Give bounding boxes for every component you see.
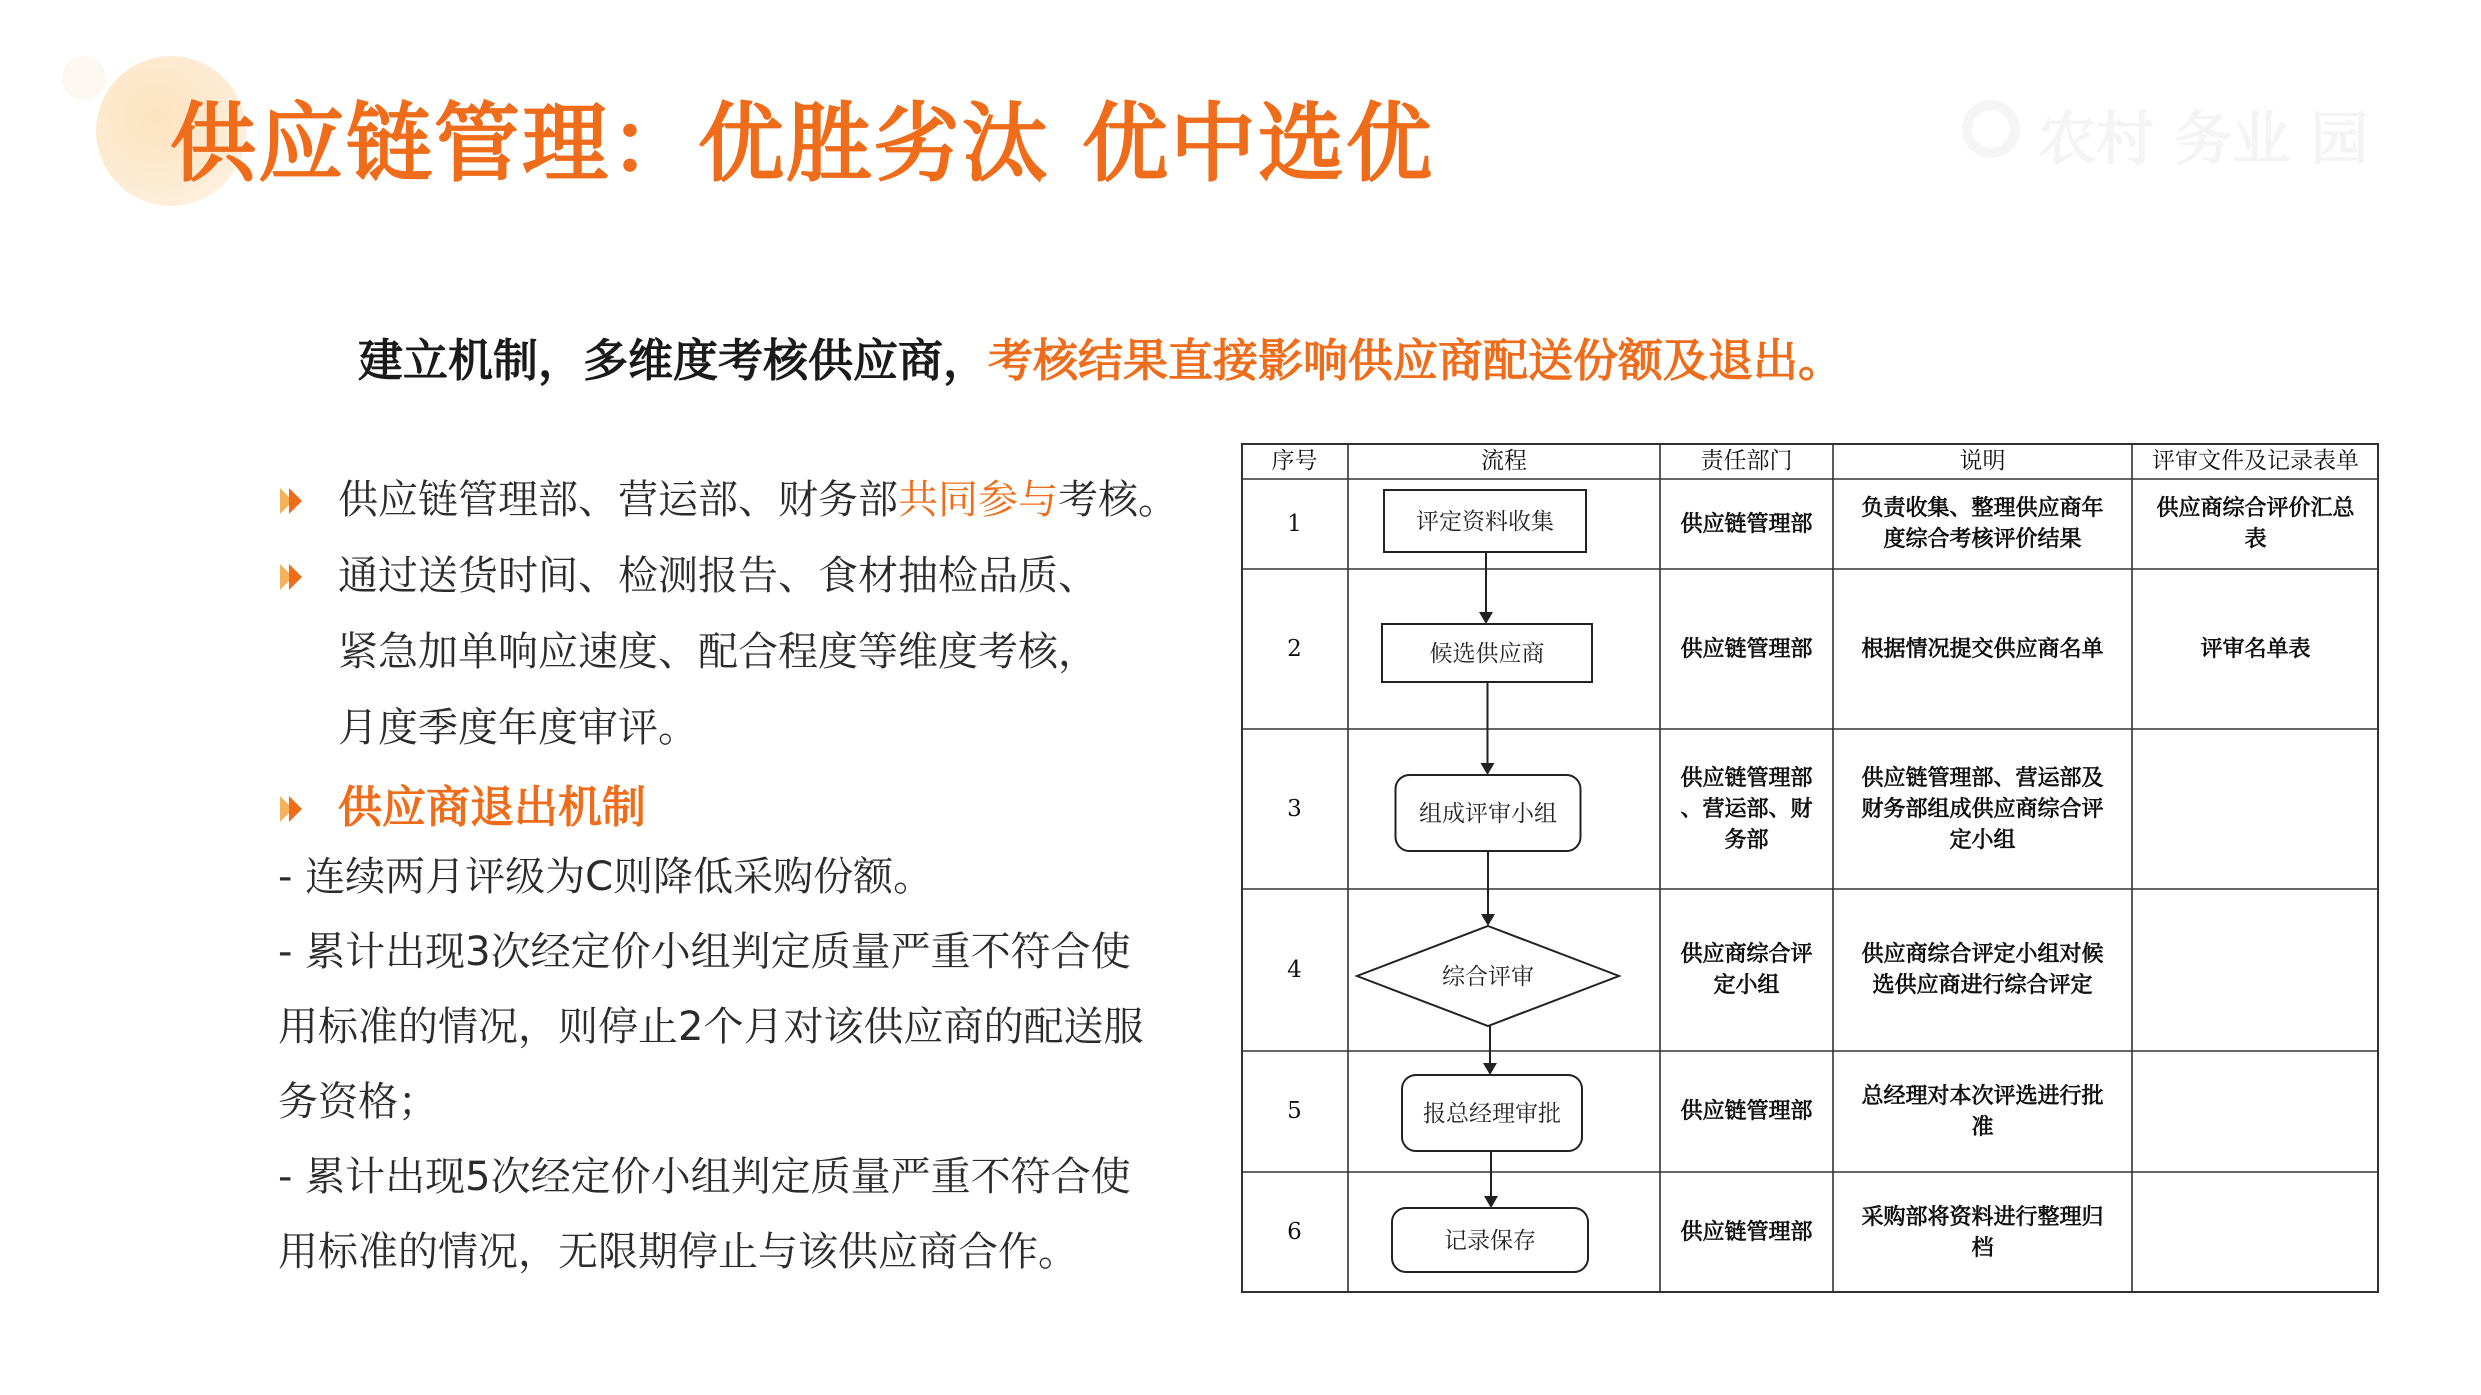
row-number: 3 xyxy=(1287,795,1302,822)
decorative-circle-small xyxy=(62,56,106,100)
step-description: 供应链管理部、营运部及 财务部组成供应商综合评 定小组 xyxy=(1861,764,2104,853)
flow-step-label: 候选供应商 xyxy=(1429,641,1545,667)
flow-step-label: 组成评审小组 xyxy=(1419,801,1557,827)
flow-arrow-head xyxy=(1481,914,1495,926)
watermark xyxy=(1962,92,2392,173)
responsible-dept: 供应链管理部 xyxy=(1680,1098,1813,1124)
process-flow-table xyxy=(1241,443,2379,1293)
bullet-highlight: 共同参与 xyxy=(898,477,1058,523)
flow-step-label: 评定资料收集 xyxy=(1416,509,1554,535)
flow-arrow-head xyxy=(1481,763,1495,775)
step-description: 采购部将资料进行整理归 档 xyxy=(1861,1203,2104,1261)
table-header-cell: 序号 xyxy=(1271,447,1318,474)
exit-rule-line: - 累计出现3次经定价小组判定质量严重不符合使 xyxy=(278,929,1131,975)
bullet-text: 供应链管理部、营运部、财务部 xyxy=(338,477,898,523)
table-header-cell: 流程 xyxy=(1481,447,1527,474)
exit-heading: 供应商退出机制 xyxy=(338,782,646,833)
exit-rule-line: 用标准的情况，无限期停止与该供应商合作。 xyxy=(278,1229,1078,1275)
responsible-dept: 供应链管理部 xyxy=(1680,635,1813,662)
step-description: 总经理对本次评选进行批 准 xyxy=(1861,1082,2104,1140)
responsible-dept: 供应商综合评 定小组 xyxy=(1680,941,1813,998)
row-number: 5 xyxy=(1287,1098,1302,1124)
double-chevron-icon xyxy=(280,564,306,590)
bullet-list xyxy=(280,462,1200,847)
bullet-line: 通过送货时间、检测报告、食材抽检品质、 xyxy=(338,553,1098,599)
bullet-line: 月度季度年度审评。 xyxy=(338,705,698,751)
watermark-text: 农村 务业 园 xyxy=(2038,105,2369,173)
table-header-cell: 说明 xyxy=(1959,447,2006,474)
exit-rule-line: 务资格； xyxy=(278,1079,438,1125)
exit-rule-line: 用标准的情况，则停止2个月对该供应商的配送服 xyxy=(278,1004,1144,1050)
exit-rule-line: - 累计出现5次经定价小组判定质量严重不符合使 xyxy=(278,1154,1131,1200)
row-number: 1 xyxy=(1287,510,1302,537)
exit-rules xyxy=(278,840,1208,1290)
step-description: 负责收集、整理供应商年 度综合考核评价结果 xyxy=(1861,495,2104,552)
bullet-line: 紧急加单响应速度、配合程度等维度考核， xyxy=(338,629,1098,675)
watermark-logo-icon xyxy=(1962,100,2020,158)
flow-arrow-head xyxy=(1483,1063,1497,1075)
record-form: 评审名单表 xyxy=(2200,635,2311,662)
record-form: 供应商综合评价汇总 表 xyxy=(2156,495,2355,552)
bullet-item xyxy=(280,462,1200,538)
double-chevron-icon xyxy=(280,796,306,822)
flow-arrow-head xyxy=(1484,1196,1498,1208)
exit-rule-line: - 连续两月评级为C则降低采购份额。 xyxy=(278,854,934,900)
subtitle xyxy=(358,324,1843,389)
step-description: 供应商综合评定小组对候 选供应商进行综合评定 xyxy=(1861,941,2104,998)
subtitle-part1: 建立机制，多维度考核供应商， xyxy=(358,334,989,387)
table-header-cell: 责任部门 xyxy=(1700,447,1793,474)
responsible-dept: 供应链管理部 xyxy=(1680,510,1813,537)
row-number: 4 xyxy=(1287,956,1302,983)
flow-step-label: 记录保存 xyxy=(1444,1228,1536,1254)
responsible-dept: 供应链管理部 、营运部、财 务部 xyxy=(1680,764,1813,853)
bullet-item xyxy=(280,538,1200,766)
double-chevron-icon xyxy=(280,488,306,514)
flow-arrow-head xyxy=(1479,612,1493,624)
flow-step-label: 综合评审 xyxy=(1442,964,1534,990)
subtitle-highlight: 考核结果直接影响供应商配送份额及退出。 xyxy=(988,334,1844,387)
flow-step-label: 报总经理审批 xyxy=(1423,1101,1561,1127)
step-description: 根据情况提交供应商名单 xyxy=(1861,635,2104,662)
row-number: 6 xyxy=(1287,1219,1302,1245)
responsible-dept: 供应链管理部 xyxy=(1680,1219,1813,1245)
row-number: 2 xyxy=(1287,635,1302,662)
table-header-cell: 评审文件及记录表单 xyxy=(2152,447,2359,474)
bullet-item-heading xyxy=(280,770,1200,847)
bullet-text-end: 考核。 xyxy=(1058,477,1178,523)
page-title: 供应链管理：优胜劣汰 优中选优 xyxy=(170,94,1434,194)
